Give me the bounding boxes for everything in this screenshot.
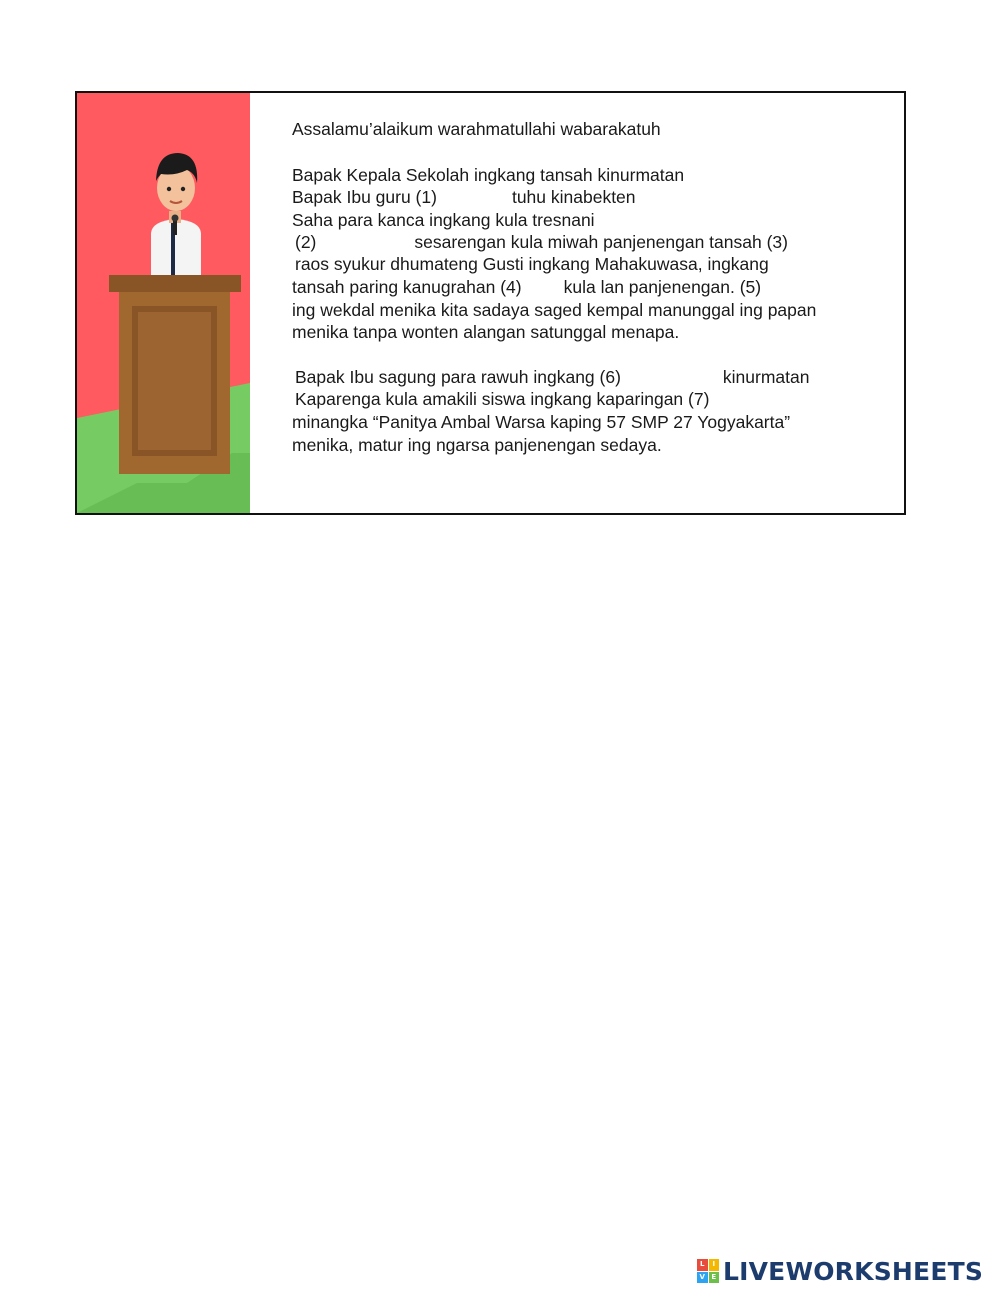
line-text: Bapak Ibu guru (1) [292, 187, 437, 207]
line-text: tansah paring kanugrahan (4) [292, 277, 522, 297]
liveworksheets-logo-icon [697, 1259, 719, 1283]
speaker-illustration [77, 93, 250, 513]
logo-letter: I [709, 1259, 720, 1271]
logo-letter: E [709, 1272, 720, 1284]
line-text: (2) [295, 232, 317, 252]
line-text: tuhu kinabekten [511, 187, 636, 207]
line-kanca: Saha para kanca ingkang kula tresnani [292, 210, 595, 230]
line-matur: menika, matur ing ngarsa panjenengan sedaya. [292, 435, 662, 455]
line-6 [295, 367, 810, 387]
line-tanpa: menika tanpa wonten alangan satunggal menapa. [292, 322, 680, 342]
line-panitya: minangka “Panitya Ambal Warsa kaping 57 SMP 27 Yogyakarta” [292, 412, 791, 432]
line-kepala-sekolah: Bapak Kepala Sekolah ingkang tansah kinurmatan [292, 165, 685, 185]
line-text: Bapak Ibu sagung para rawuh ingkang (6) [295, 367, 621, 387]
liveworksheets-brand [697, 1256, 983, 1286]
line-text: kinurmatan [722, 367, 810, 387]
line-2-3 [295, 232, 788, 252]
logo-letter: L [697, 1259, 708, 1271]
logo-letter: V [697, 1272, 708, 1284]
greeting-line: Assalamu’alaikum warahmatullahi wabarakatuh [292, 119, 661, 139]
speech-card [75, 91, 906, 515]
line-7: Kaparenga kula amakili siswa ingkang kaparingan (7) [295, 389, 710, 409]
line-text: sesarengan kula miwah panjenengan tansah (3) [414, 232, 788, 252]
line-wekdal: ing wekdal menika kita sadaya saged kempal manunggal ing papan [292, 300, 817, 320]
line-syukur: raos syukur dhumateng Gusti ingkang Mahakuwasa, ingkang [295, 254, 769, 274]
line-text: kula lan panjenengan. (5) [563, 277, 762, 297]
brand-text: LIVEWORKSHEETS [723, 1256, 984, 1286]
line-4-5 [292, 277, 761, 297]
line-guru [292, 187, 636, 207]
podium [109, 275, 241, 474]
